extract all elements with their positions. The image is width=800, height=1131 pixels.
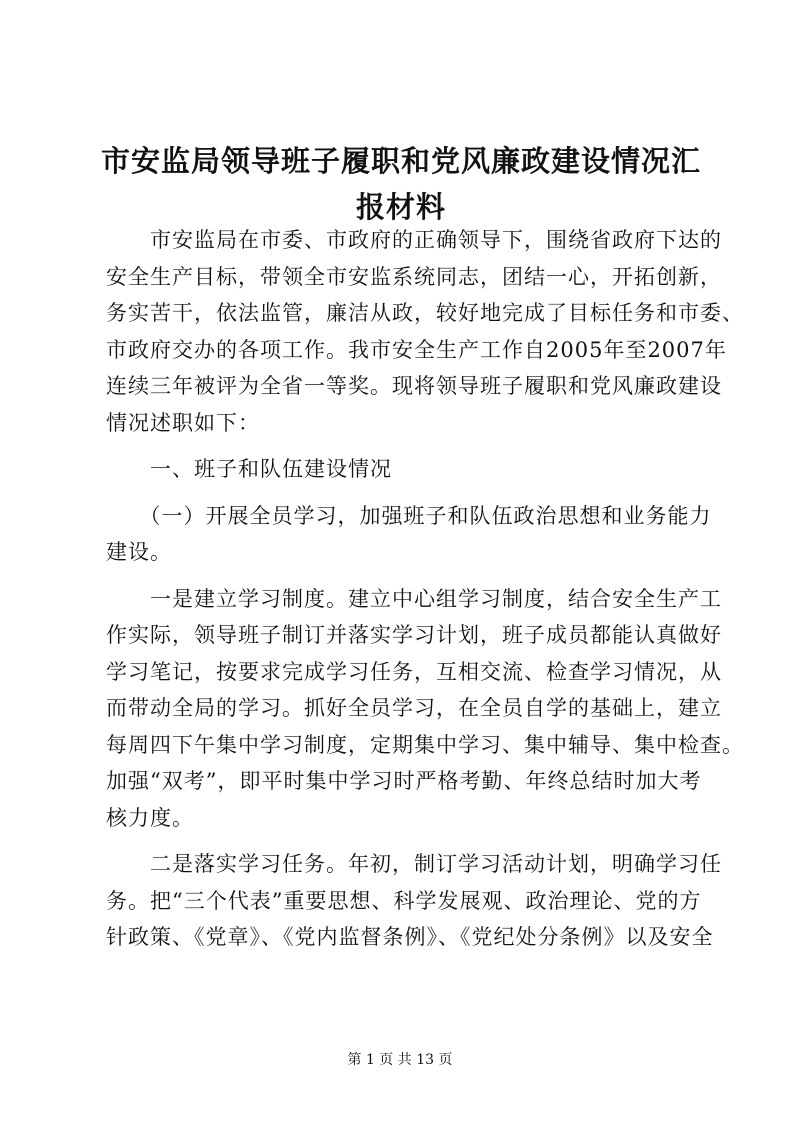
- text-line: （一）开展全员学习，加强班子和队伍政治思想和业务能力: [106, 503, 712, 528]
- text-line: 加强“双考”，即平时集中学习时严格考勤、年终总结时加大考: [106, 769, 702, 793]
- title-line: 市安监局领导班子履职和党风廉政建设情况汇: [100, 144, 701, 178]
- text-line: 学习笔记，按要求完成学习任务，互相交流、检查学习情况，从: [106, 659, 722, 684]
- text-line: 连续三年被评为全省一等奖。现将领导班子履职和党风廉政建设: [106, 374, 722, 398]
- body-paragraph: [106, 846, 722, 956]
- text-line: 务。把“三个代表”重要思想、科学发展观、政治理论、党的方: [106, 888, 702, 913]
- text-line: 而带动全局的学习。抓好全员学习，在全员自学的基础上，建立: [106, 696, 722, 720]
- text-line: 建设。: [106, 540, 172, 564]
- text-line: 核力度。: [106, 805, 194, 830]
- text-line: 安全生产目标，带领全市安监系统同志，团结一心，开拓创新，: [106, 264, 722, 289]
- text-line: 作实际，领导班子制订并落实学习计划，班子成员都能认真做好: [106, 623, 722, 647]
- text-line: 务实苦干，依法监管，廉洁从政，较好地完成了目标任务和市委、: [106, 301, 744, 325]
- text-line: 一、班子和队伍建设情况: [106, 457, 392, 481]
- text-line: 二是落实学习任务。年初，制订学习活动计划，明确学习任: [106, 852, 722, 876]
- document-body: [106, 222, 744, 956]
- text-line: 市安监局在市委、市政府的正确领导下，围绕省政府下达的: [106, 228, 722, 252]
- page-footer: 第 1 页 共 13 页: [347, 1052, 453, 1068]
- title-line: 报材料: [355, 190, 446, 224]
- text-line: 情况述职如下：: [106, 410, 260, 435]
- intro-paragraph: [106, 222, 744, 441]
- text-line: 每周四下午集中学习制度，定期集中学习、集中辅导、集中检查。: [106, 732, 744, 757]
- text-line: 针政策、《党章》、《党内监督条例》、《党纪处分条例》以及安全: [106, 925, 714, 949]
- body-paragraph: [106, 581, 744, 837]
- subsection-heading: [106, 498, 712, 571]
- document-title: [96, 138, 706, 230]
- text-line: 一是建立学习制度。建立中心组学习制度，结合安全生产工: [106, 586, 722, 611]
- text-line: 市政府交办的各项工作。我市安全生产工作自2005年至2007年: [106, 337, 727, 362]
- section-heading: [106, 451, 706, 488]
